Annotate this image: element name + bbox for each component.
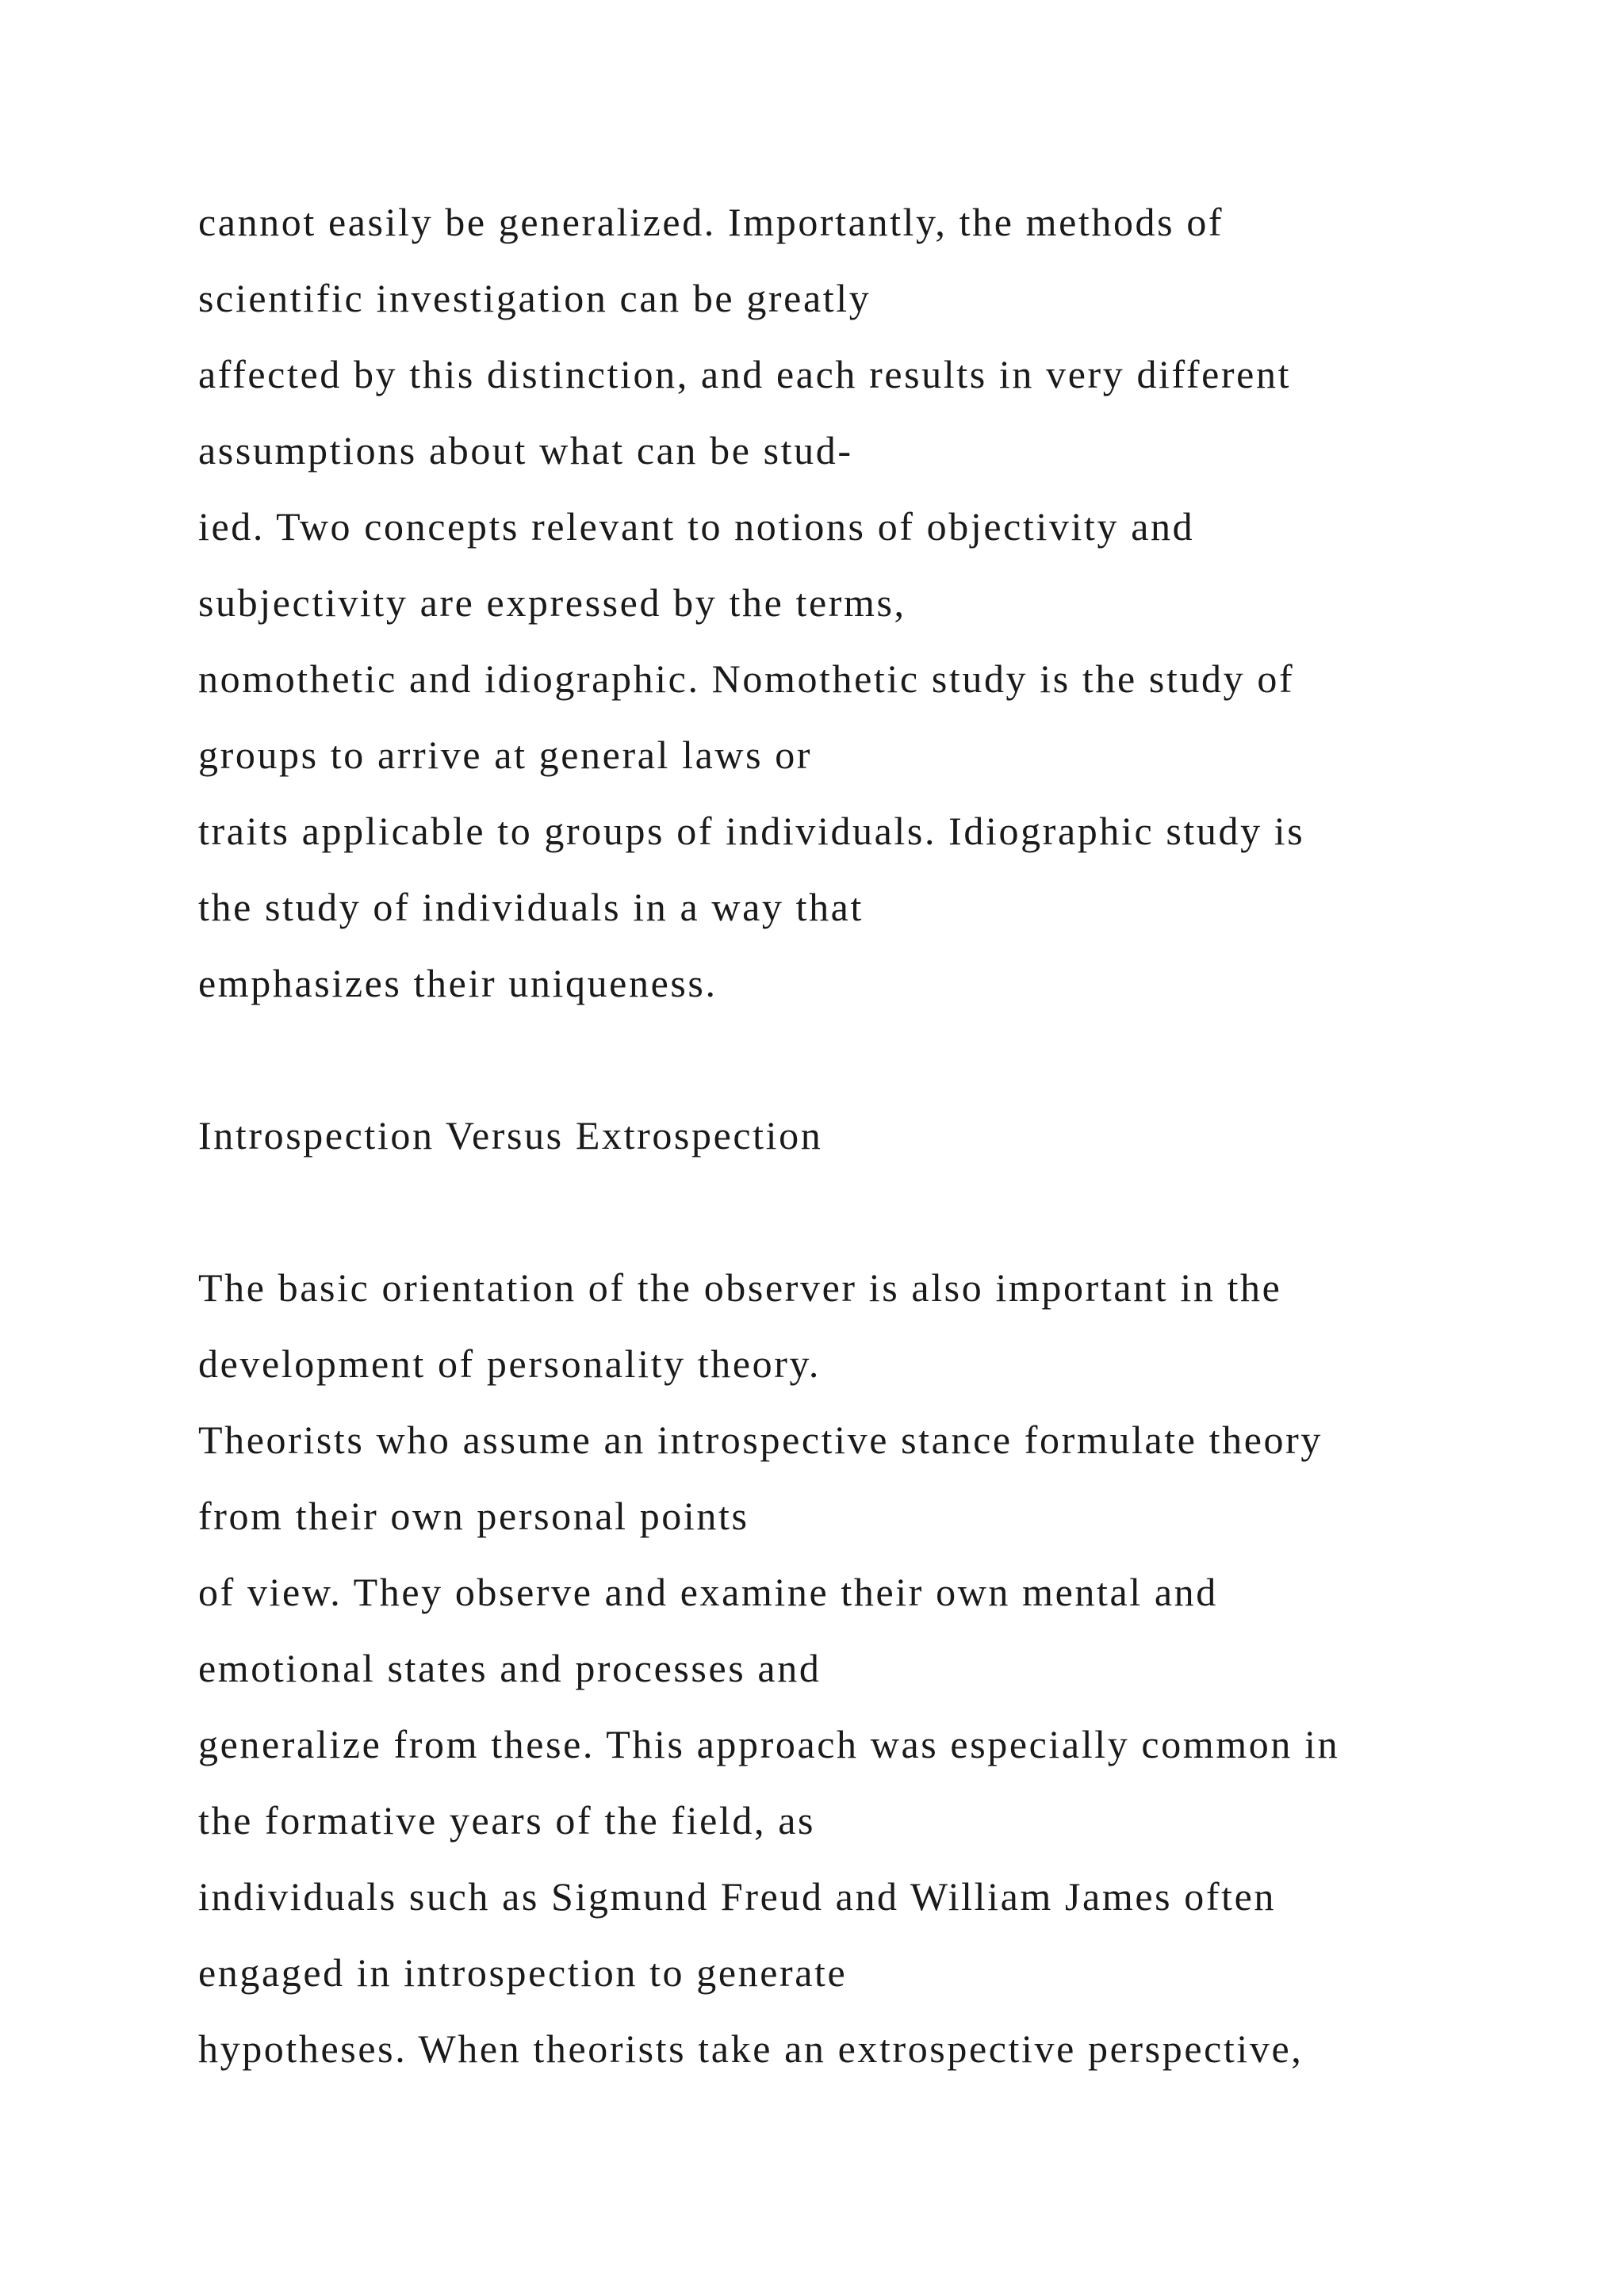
text-line: cannot easily be generalized. Importantly, the methods of: [198, 200, 1224, 244]
body-text: [198, 184, 1546, 2087]
paragraph-2: [198, 1249, 1546, 2087]
text-line: emotional states and processes and: [198, 1646, 822, 1690]
text-line: scientific investigation can be greatly: [198, 276, 871, 320]
text-line: engaged in introspection to generate: [198, 1950, 848, 1995]
paragraph-spacer: [198, 1173, 1546, 1249]
text-line: The basic orientation of the observer is also important in the: [198, 1265, 1282, 1310]
text-line: assumptions about what can be stud-: [198, 428, 853, 473]
text-line: traits applicable to groups of individuals. Idiographic study is: [198, 809, 1305, 853]
paragraph-1: [198, 184, 1546, 1021]
text-line: ied. Two concepts relevant to notions of objectivity and: [198, 504, 1195, 549]
paragraph-spacer: [198, 1021, 1546, 1097]
text-line: from their own personal points: [198, 1494, 749, 1538]
text-line: individuals such as Sigmund Freud and William James often: [198, 1874, 1277, 1919]
text-line: of view. They observe and examine their own mental and: [198, 1570, 1218, 1614]
text-line: groups to arrive at general laws or: [198, 733, 813, 777]
text-line: the formative years of the field, as: [198, 1798, 816, 1843]
text-line: development of personality theory.: [198, 1341, 821, 1386]
text-line: generalize from these. This approach was especially common in: [198, 1722, 1340, 1766]
text-line: hypotheses. When theorists take an extrospective perspective,: [198, 2026, 1304, 2071]
text-line: Theorists who assume an introspective stance formulate theory: [198, 1418, 1323, 1462]
section-heading: Introspection Versus Extrospection: [198, 1113, 823, 1158]
text-line: the study of individuals in a way that: [198, 885, 864, 929]
text-line: emphasizes their uniqueness.: [198, 961, 718, 1005]
text-line: subjectivity are expressed by the terms,: [198, 580, 906, 625]
text-line: affected by this distinction, and each results in very different: [198, 352, 1292, 396]
text-line: nomothetic and idiographic. Nomothetic study is the study of: [198, 656, 1295, 701]
